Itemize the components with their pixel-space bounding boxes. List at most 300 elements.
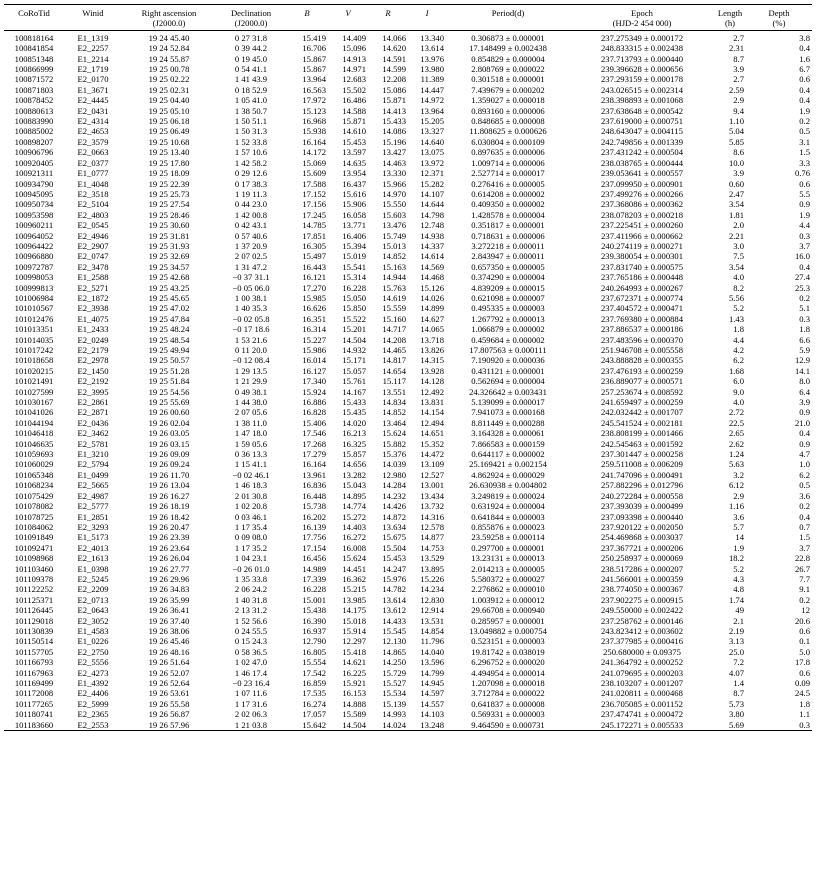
length-cell: 2.0 — [733, 220, 744, 231]
epoch-cell: 237.769380 ± 0.000884 — [600, 313, 684, 324]
epoch-cell: 241.747096 ± 0.000491 — [600, 469, 684, 480]
v-mag-cell: 12.297 — [342, 636, 366, 647]
b-mag-cell: 17.156 — [302, 199, 326, 210]
corotid-cell: 100960211 — [14, 220, 54, 231]
dec-cell: 0 24 55.5 — [234, 625, 268, 636]
epoch-cell: 237.411966 ± 0.000662 — [601, 230, 683, 241]
table-row — [4, 179, 812, 189]
depth-cell: 17.8 — [794, 657, 810, 668]
col-subheader-ra: (J2000.0) — [152, 18, 186, 29]
winid-cell: E2_0747 — [77, 251, 109, 262]
v-mag-cell: 14.588 — [342, 105, 366, 116]
length-cell: 5.04 — [728, 126, 744, 137]
depth-cell: 16.0 — [794, 251, 810, 262]
winid-cell: E2_2257 — [77, 43, 109, 54]
winid-cell: E1_4583 — [77, 625, 109, 636]
v-mag-cell: 15.096 — [342, 43, 366, 54]
winid-cell: E1_5173 — [77, 532, 109, 543]
period-cell: 0.276416 ± 0.000005 — [471, 178, 545, 189]
depth-cell: 1.6 — [799, 53, 810, 64]
i-mag-cell: 14.107 — [420, 188, 444, 199]
ra-cell: 19 26 00.60 — [148, 407, 190, 418]
period-cell: 6.030804 ± 0.000109 — [471, 136, 545, 147]
winid-cell: E2_3462 — [77, 428, 109, 439]
depth-cell: 5.9 — [799, 345, 810, 355]
length-cell: 5.7 — [733, 521, 744, 532]
length-cell: 4.07 — [728, 667, 744, 678]
period-cell: 1.359027 ± 0.000018 — [471, 95, 545, 106]
b-mag-cell: 16.886 — [302, 397, 326, 408]
b-mag-cell: 15.438 — [302, 605, 326, 616]
i-mag-cell: 13.964 — [420, 105, 444, 116]
i-mag-cell: 13.075 — [420, 147, 444, 158]
ra-cell: 19 25 10.68 — [148, 136, 190, 147]
b-mag-cell: 15.406 — [302, 417, 326, 428]
ra-cell: 19 25 51.84 — [148, 376, 190, 387]
ra-cell: 19 26 27.77 — [148, 563, 190, 574]
i-mag-cell: 13.732 — [420, 501, 444, 512]
period-cell: 0.495335 ± 0.000003 — [471, 303, 545, 314]
corotid-cell: 100851348 — [14, 53, 54, 64]
b-mag-cell: 16.805 — [302, 646, 326, 657]
dec-cell: 1 40 31.8 — [234, 594, 268, 605]
col-subheader-winid — [64, 18, 122, 30]
i-mag-cell: 13.980 — [420, 64, 444, 75]
b-mag-cell: 15.867 — [302, 64, 326, 75]
v-mag-cell: 14.932 — [342, 345, 366, 355]
dec-cell: 1 53 21.6 — [234, 334, 268, 345]
i-mag-cell: 13.596 — [420, 657, 444, 668]
i-mag-cell: 14.040 — [420, 646, 444, 657]
length-cell: 2.31 — [728, 43, 744, 54]
b-mag-cell: 15.001 — [302, 594, 326, 605]
dec-cell: 1 46 18.3 — [234, 480, 268, 491]
length-cell: 2.72 — [728, 407, 744, 418]
depth-cell: 3.6 — [799, 490, 810, 501]
length-cell: 1.43 — [728, 313, 744, 324]
table-row — [4, 303, 812, 313]
v-mag-cell: 16.228 — [342, 282, 366, 293]
period-cell: 23.59258 ± 0.000114 — [471, 532, 545, 543]
ra-cell: 19 26 23.64 — [148, 542, 190, 553]
r-mag-cell: 14.852 — [382, 251, 406, 262]
table-row — [4, 220, 812, 230]
dec-cell: 1 21 03.8 — [234, 719, 268, 730]
r-mag-cell: 15.729 — [382, 667, 406, 678]
depth-cell: 0.9 — [799, 438, 810, 449]
ra-cell: 19 26 52.64 — [148, 678, 190, 688]
v-mag-cell: 14.635 — [342, 157, 366, 168]
table-row — [4, 293, 812, 303]
depth-cell: 3.1 — [799, 136, 810, 147]
depth-cell: 0.4 — [799, 95, 810, 106]
r-mag-cell: 15.453 — [382, 553, 406, 564]
i-mag-cell: 14.065 — [420, 324, 444, 335]
col-header-r: R — [385, 8, 391, 18]
depth-cell: 0.9 — [799, 199, 810, 210]
depth-cell: 0.6 — [799, 667, 810, 678]
period-cell: 7.941073 ± 0.000168 — [471, 407, 545, 418]
corotid-cell: 100972787 — [14, 261, 54, 272]
period-cell: 24.326642 ± 0.003431 — [469, 386, 547, 397]
length-cell: 1.10 — [728, 116, 744, 127]
corotid-cell: 101046418 — [14, 428, 54, 439]
ra-cell: 19 25 28.46 — [148, 209, 190, 220]
depth-cell: 0.5 — [799, 126, 810, 137]
length-cell: 3.54 — [728, 199, 744, 210]
length-cell: 1.81 — [728, 209, 744, 220]
i-mag-cell: 12.494 — [420, 417, 444, 428]
length-cell: 2.9 — [733, 490, 744, 501]
table-row — [4, 407, 812, 417]
corotid-cell: 100885002 — [14, 126, 54, 137]
ra-cell: 19 26 51.64 — [148, 657, 190, 668]
corotid-cell: 100999813 — [14, 282, 54, 293]
table-row — [4, 428, 812, 438]
r-mag-cell: 15.545 — [382, 625, 406, 636]
winid-cell: E2_2553 — [77, 719, 109, 730]
table-row — [4, 314, 812, 324]
length-cell: 5.2 — [733, 303, 744, 314]
dec-cell: 2 06 24.2 — [234, 584, 268, 595]
depth-cell: 4.4 — [799, 220, 810, 231]
dec-cell: 1 38 11.0 — [235, 417, 267, 428]
table-row — [4, 418, 812, 428]
epoch-cell: 242.032442 ± 0.001707 — [600, 407, 684, 418]
winid-cell: E2_4406 — [77, 688, 109, 699]
corotid-cell: 100818164 — [14, 32, 54, 43]
i-mag-cell: 14.597 — [420, 688, 444, 699]
winid-cell: E2_3938 — [77, 303, 109, 314]
b-mag-cell: 15.985 — [302, 292, 326, 303]
ra-cell: 19 26 34.83 — [148, 584, 190, 595]
ra-cell: 19 25 25.73 — [148, 188, 190, 199]
table-row — [4, 54, 812, 64]
b-mag-cell: 17.152 — [302, 188, 326, 199]
dec-cell: 1 17 35.2 — [234, 542, 268, 553]
epoch-cell: 237.831740 ± 0.000575 — [600, 261, 684, 272]
r-mag-cell: 14.944 — [382, 272, 406, 283]
ra-cell: 19 25 06.18 — [148, 116, 190, 127]
period-cell: 13.23131 ± 0.000013 — [471, 553, 545, 564]
epoch-cell: 237.886537 ± 0.000186 — [600, 324, 684, 335]
ra-cell: 19 26 20.47 — [148, 521, 190, 532]
corotid-cell: 101157705 — [14, 646, 54, 657]
ra-cell: 19 26 03.05 — [148, 428, 190, 439]
r-mag-cell: 14.250 — [382, 657, 406, 668]
table-row — [4, 387, 812, 397]
winid-cell: E2_5999 — [77, 698, 109, 709]
v-mag-cell: 13.985 — [342, 594, 366, 605]
table-row — [4, 605, 812, 615]
r-mag-cell: 14.463 — [382, 157, 406, 168]
corotid-cell: 101103460 — [14, 563, 54, 574]
col-header-v: V — [345, 8, 351, 18]
r-mag-cell: 13.612 — [382, 605, 406, 616]
corotid-cell: 101017242 — [14, 345, 54, 355]
col-subheader-epoch: (HJD-2 454 000) — [612, 18, 672, 29]
i-mag-cell: 13.109 — [420, 459, 444, 470]
epoch-cell: 241.364792 ± 0.000252 — [600, 657, 684, 668]
ra-cell: 19 25 55.69 — [148, 397, 190, 408]
r-mag-cell: 14.654 — [382, 365, 406, 376]
length-cell: 3.6 — [733, 511, 744, 522]
period-cell: 4.862924 ± 0.000029 — [471, 469, 545, 480]
epoch-cell: 238.078203 ± 0.000218 — [600, 209, 684, 220]
col-subheader-corotid — [4, 18, 64, 30]
table-row — [4, 272, 812, 282]
v-mag-cell: 15.453 — [342, 136, 366, 147]
winid-cell: E2_0377 — [77, 157, 109, 168]
winid-cell: E2_0713 — [77, 594, 109, 605]
period-cell: 5.580372 ± 0.000027 — [471, 573, 545, 584]
b-mag-cell: 16.127 — [302, 365, 326, 376]
dec-cell: 1 02 47.0 — [234, 657, 268, 668]
depth-cell: 0.3 — [799, 230, 810, 241]
ra-cell: 19 26 11.70 — [148, 469, 190, 480]
period-cell: 3.712784 ± 0.000022 — [471, 688, 545, 699]
col-subheader-length: (h) — [724, 18, 736, 29]
r-mag-cell: 15.196 — [382, 136, 406, 147]
dec-cell: 1 37 20.9 — [234, 240, 268, 251]
ra-cell: 19 26 48.16 — [148, 646, 190, 657]
epoch-cell: 236.889077 ± 0.000571 — [600, 376, 684, 387]
corotid-cell: 101041026 — [14, 407, 54, 418]
epoch-cell: 254.469868 ± 0.003037 — [600, 532, 684, 543]
epoch-cell: 237.638648 ± 0.000542 — [600, 105, 684, 116]
v-mag-cell: 15.522 — [342, 313, 366, 324]
b-mag-cell: 16.937 — [302, 625, 326, 636]
b-mag-cell: 15.938 — [302, 126, 326, 137]
v-mag-cell: 16.008 — [342, 542, 366, 553]
b-mag-cell: 16.351 — [302, 313, 326, 324]
v-mag-cell: 13.282 — [342, 469, 366, 480]
i-mag-cell: 14.799 — [420, 667, 444, 678]
period-cell: 0.644117 ± 0.000002 — [471, 449, 545, 460]
i-mag-cell: 12.914 — [420, 605, 444, 616]
epoch-cell: 237.483596 ± 0.000370 — [600, 334, 684, 345]
table-row — [4, 595, 812, 605]
epoch-cell: 238.808199 ± 0.001466 — [600, 428, 684, 439]
b-mag-cell: 17.972 — [302, 95, 326, 106]
dec-cell: 2 13 31.2 — [234, 605, 268, 616]
length-cell: 1.9 — [733, 542, 744, 553]
dec-cell: 1 52 33.8 — [234, 136, 268, 147]
winid-cell: E2_2861 — [77, 397, 109, 408]
v-mag-cell: 16.153 — [342, 688, 366, 699]
period-cell: 2.014213 ± 0.000005 — [471, 563, 545, 574]
depth-cell: 0.09 — [794, 678, 810, 688]
table-row — [4, 30, 812, 43]
ra-cell: 19 25 02.22 — [148, 74, 190, 85]
dec-cell: 0 11 20.0 — [235, 345, 267, 355]
b-mag-cell: 13.964 — [302, 74, 326, 85]
length-cell: 5.85 — [728, 136, 744, 147]
ra-cell: 19 25 48.54 — [148, 334, 190, 345]
period-cell: 2.808769 ± 0.000022 — [471, 64, 545, 75]
depth-cell: 3.7 — [799, 240, 810, 251]
r-mag-cell: 14.993 — [382, 709, 406, 720]
length-cell: 1.74 — [728, 594, 744, 605]
i-mag-cell: 14.234 — [420, 584, 444, 595]
length-cell: 2.62 — [728, 438, 744, 449]
period-cell: 9.464590 ± 0.000731 — [471, 719, 545, 730]
i-mag-cell: 14.337 — [420, 240, 444, 251]
r-mag-cell: 15.559 — [382, 303, 406, 314]
epoch-cell: 243.026515 ± 0.002314 — [600, 84, 684, 95]
epoch-cell: 238.774050 ± 0.000367 — [600, 584, 684, 595]
b-mag-cell: 12.790 — [302, 636, 326, 647]
b-mag-cell: 16.139 — [302, 521, 326, 532]
v-mag-cell: 15.435 — [342, 407, 366, 418]
corotid-cell: 100966880 — [14, 251, 54, 262]
i-mag-cell: 13.972 — [420, 157, 444, 168]
length-cell: 4.0 — [733, 272, 744, 283]
depth-cell: 1.9 — [799, 209, 810, 220]
b-mag-cell: 16.121 — [302, 272, 326, 283]
length-cell: 4.8 — [733, 584, 744, 595]
b-mag-cell: 16.164 — [302, 459, 326, 470]
i-mag-cell: 15.126 — [420, 282, 444, 293]
depth-cell: 0.1 — [799, 636, 810, 647]
i-mag-cell: 12.492 — [420, 386, 444, 397]
length-cell: 9.4 — [733, 105, 744, 116]
b-mag-cell: 15.497 — [302, 251, 326, 262]
table-row — [4, 543, 812, 553]
depth-cell: 25.3 — [794, 282, 810, 293]
i-mag-cell: 12.578 — [420, 521, 444, 532]
b-mag-cell: 17.851 — [302, 230, 326, 241]
dec-cell: 2 01 30.8 — [234, 490, 268, 501]
length-cell: 2.59 — [728, 84, 744, 95]
r-mag-cell: 15.013 — [382, 240, 406, 251]
table-row — [4, 168, 812, 178]
corotid-cell: 101166793 — [14, 657, 54, 668]
dec-cell: 1 41 43.9 — [234, 74, 268, 85]
col-subheader-v — [328, 18, 368, 30]
depth-cell: 0.4 — [799, 43, 810, 54]
length-cell: 2.7 — [733, 74, 744, 85]
period-cell: 0.631924 ± 0.000004 — [471, 501, 545, 512]
period-cell: 0.301518 ± 0.000001 — [471, 74, 545, 85]
period-cell: 0.855876 ± 0.000023 — [471, 521, 545, 532]
table-row — [4, 480, 812, 490]
length-cell: 25.0 — [728, 646, 744, 657]
winid-cell: E2_0545 — [77, 220, 109, 231]
winid-cell: E2_3478 — [77, 261, 109, 272]
winid-cell: E2_1872 — [77, 292, 109, 303]
col-subheader-period — [446, 18, 570, 30]
epoch-cell: 239.380054 ± 0.000301 — [600, 251, 684, 262]
table-row — [4, 553, 812, 563]
winid-cell: E1_2851 — [77, 511, 109, 522]
b-mag-cell: 15.924 — [302, 386, 326, 397]
epoch-cell: 237.431242 ± 0.000504 — [600, 147, 684, 158]
b-mag-cell: 16.828 — [302, 407, 326, 418]
i-mag-cell: 14.627 — [420, 313, 444, 324]
winid-cell: E1_0499 — [77, 469, 109, 480]
epoch-cell: 237.275349 ± 0.000172 — [600, 32, 684, 43]
i-mag-cell: 14.938 — [420, 230, 444, 241]
length-cell: 3.80 — [728, 709, 744, 720]
length-cell: 3.0 — [733, 240, 744, 251]
b-mag-cell: 17.154 — [302, 542, 326, 553]
i-mag-cell: 14.854 — [420, 625, 444, 636]
depth-cell: 0.6 — [799, 178, 810, 189]
b-mag-cell: 15.069 — [302, 157, 326, 168]
winid-cell: E2_0249 — [77, 334, 109, 345]
corotid-cell: 101020215 — [14, 365, 54, 376]
corotid-cell: 101030167 — [14, 397, 54, 408]
winid-cell: E2_0643 — [77, 605, 109, 616]
winid-cell: E2_3995 — [77, 386, 109, 397]
length-cell: 8.6 — [733, 147, 744, 158]
dec-cell: 0 18 52.9 — [234, 84, 268, 95]
b-mag-cell: 17.268 — [302, 438, 326, 449]
table-row — [4, 324, 812, 334]
table-row — [4, 158, 812, 168]
r-mag-cell: 14.865 — [382, 646, 406, 657]
length-cell: 2.1 — [733, 615, 744, 626]
table-row — [4, 64, 812, 74]
col-subheader-i — [408, 18, 446, 30]
dec-cell: 0 49 38.1 — [234, 386, 268, 397]
b-mag-cell: 15.123 — [302, 105, 326, 116]
r-mag-cell: 14.591 — [382, 53, 406, 64]
r-mag-cell: 14.284 — [382, 480, 406, 491]
r-mag-cell: 12.208 — [382, 74, 406, 85]
ra-cell: 19 25 30.60 — [148, 220, 190, 231]
depth-cell: 0.4 — [799, 428, 810, 439]
winid-cell: E2_1613 — [77, 553, 109, 564]
epoch-cell: 237.393039 ± 0.000499 — [600, 501, 684, 512]
length-cell: 1.4 — [733, 678, 744, 688]
depth-cell: 21.0 — [794, 417, 810, 428]
corotid-cell: 101092471 — [14, 542, 54, 553]
corotid-cell: 101014035 — [14, 334, 54, 345]
b-mag-cell: 16.164 — [302, 136, 326, 147]
ra-cell: 19 25 49.94 — [148, 345, 190, 355]
ra-cell: 19 26 37.40 — [148, 615, 190, 626]
v-mag-cell: 16.225 — [342, 667, 366, 678]
epoch-cell: 238.517286 ± 0.000207 — [600, 563, 684, 574]
period-cell: 0.285957 ± 0.000001 — [471, 615, 545, 626]
col-header-dec: Declination — [230, 8, 272, 18]
depth-cell: 0.2 — [799, 501, 810, 512]
length-cell: 1.16 — [728, 501, 744, 512]
epoch-cell: 241.659497 ± 0.000259 — [600, 397, 684, 408]
length-cell: 8.7 — [733, 688, 744, 699]
ra-cell: 19 24 55.87 — [148, 53, 190, 64]
ra-cell: 19 26 56.87 — [148, 709, 190, 720]
v-mag-cell: 15.314 — [342, 272, 366, 283]
v-mag-cell: 15.272 — [342, 511, 366, 522]
period-cell: 0.374290 ± 0.000004 — [471, 272, 545, 283]
corotid-cell: 101169499 — [14, 678, 54, 688]
depth-cell: 0.7 — [799, 521, 810, 532]
table-row — [4, 657, 812, 667]
col-subheader-depth: (%) — [772, 18, 786, 29]
corotid-cell: 100871803 — [14, 84, 54, 95]
i-mag-cell: 14.468 — [420, 272, 444, 283]
period-cell: 0.854829 ± 0.000004 — [471, 53, 545, 64]
table-row — [4, 439, 812, 449]
v-mag-cell: 15.394 — [342, 240, 366, 251]
col-header-corotid: CoRoTid — [18, 8, 50, 18]
epoch-cell: 240.272284 ± 0.000558 — [600, 490, 684, 501]
b-mag-cell: 15.867 — [302, 53, 326, 64]
length-cell: 6.12 — [728, 480, 744, 491]
